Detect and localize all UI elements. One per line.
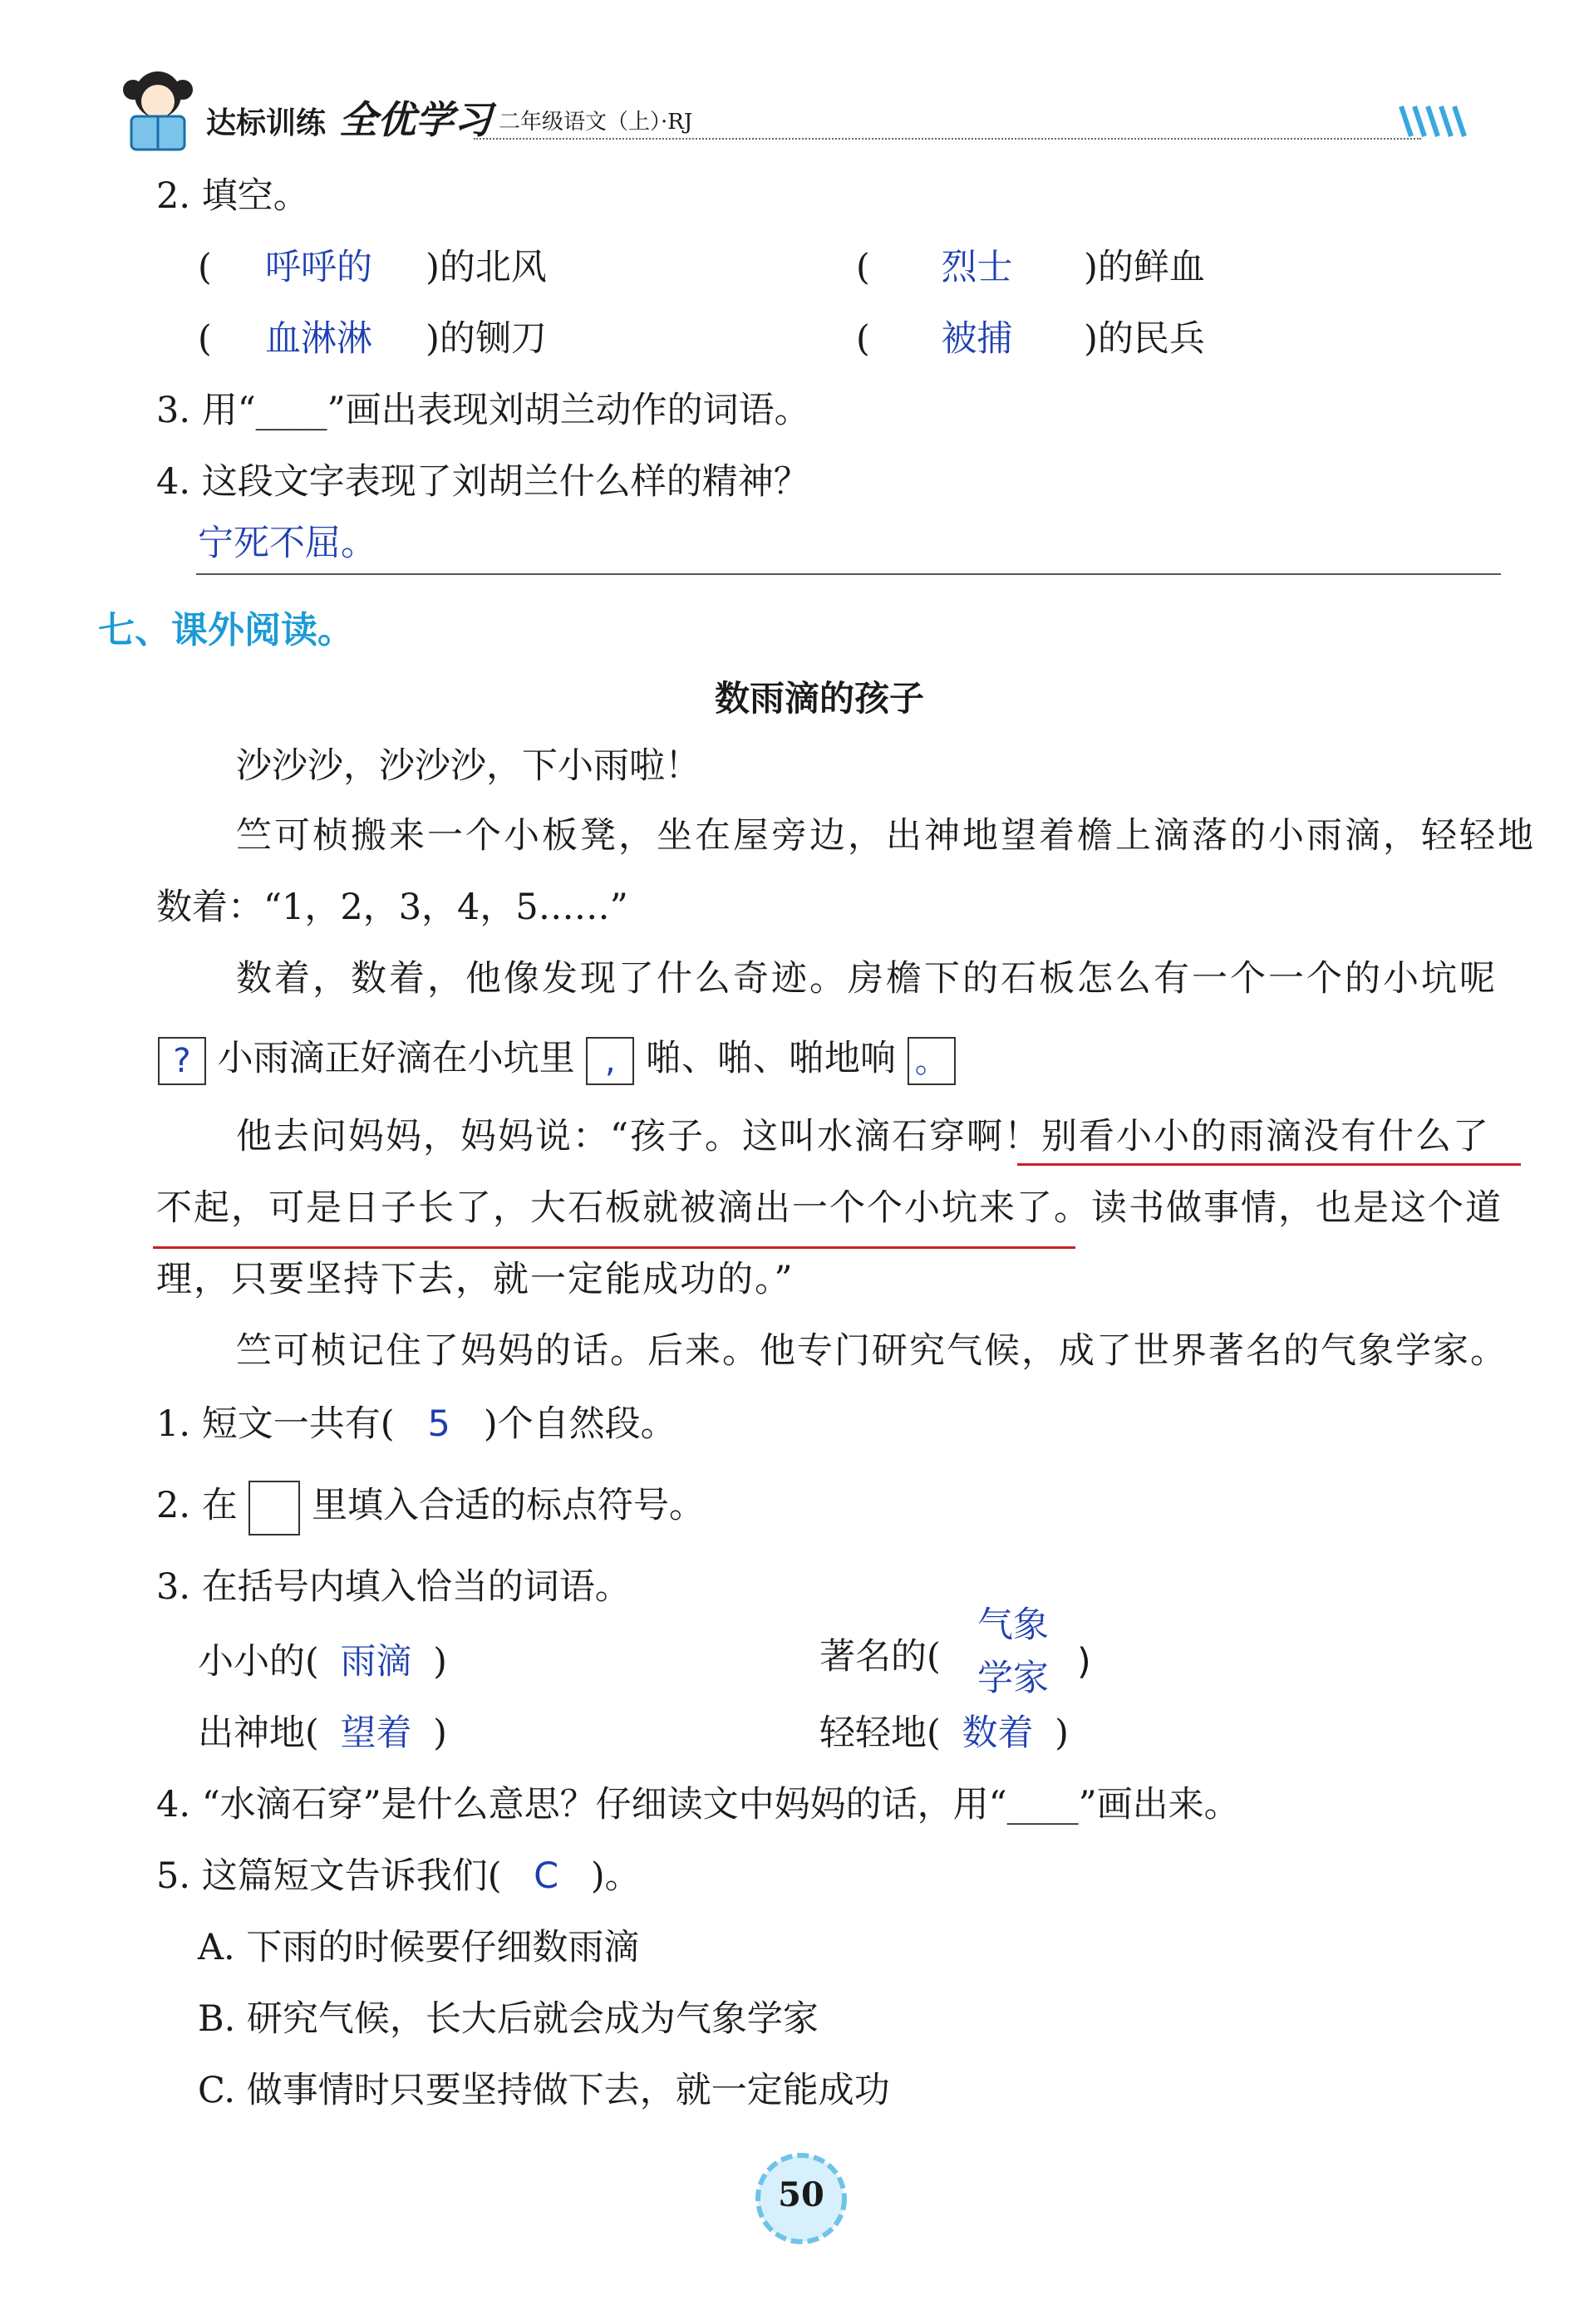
passage-paragraph-2b: 数着：“1，2，3，4，5……” bbox=[156, 887, 628, 928]
underlined-sentence: 不起，可是日子长了，大石板就被滴出一个个小坑来了 bbox=[156, 1187, 1054, 1229]
answer-text: 呼呼的 bbox=[264, 247, 372, 288]
section-heading: 七、课外阅读。 bbox=[98, 609, 354, 651]
passage-text: 啪、啪、啪地响 bbox=[646, 1038, 897, 1079]
passage-paragraph-5: 竺可桢记住了妈妈的话。后来。他专门研究气候，成了世界著名的气象学家。 bbox=[236, 1330, 1508, 1372]
header-subtitle: 二年级语文（上）·RJ bbox=[499, 110, 693, 135]
q3-fill-words: 3. 在括号内填入恰当的词语。 bbox=[156, 1566, 631, 1608]
paren-close-text: )的北风 bbox=[426, 247, 547, 288]
paren-close-text: )的鲜血 bbox=[1084, 247, 1205, 288]
paren-close: ) bbox=[433, 1641, 447, 1683]
q4-meaning-question: 4. “水滴石穿”是什么意思？仔细读文中妈妈的话，用“____”画出来。 bbox=[156, 1784, 1240, 1825]
paren-close-text: )的民兵 bbox=[1084, 318, 1205, 360]
passage-text: 小雨滴正好滴在小坑里 bbox=[217, 1038, 575, 1079]
paren-open: ( bbox=[198, 318, 212, 360]
fill-word-4 bbox=[819, 1710, 1069, 1757]
question-text: 著名的( bbox=[819, 1636, 941, 1678]
answer-text: 雨滴 bbox=[340, 1641, 412, 1683]
q1-paragraph-count bbox=[156, 1401, 676, 1447]
fill-word-1 bbox=[198, 1639, 447, 1685]
answer-line bbox=[196, 573, 1501, 575]
question-text: )个自然段。 bbox=[483, 1403, 676, 1445]
q4-spirit-question: 4. 这段文字表现了刘胡兰什么样的精神？ bbox=[156, 461, 809, 503]
answer-text: C bbox=[534, 1855, 559, 1897]
answer-text: 数着 bbox=[962, 1712, 1034, 1754]
fill-word-3 bbox=[198, 1710, 447, 1757]
punctuation-box-2[interactable]: , bbox=[586, 1037, 634, 1085]
passage-paragraph-4c: 理，只要坚持下去，就一定能成功的。” bbox=[156, 1259, 794, 1300]
page-number: 50 bbox=[778, 2175, 824, 2214]
passage-paragraph-3a: 数着，数着，他像发现了什么奇迹。房檐下的石板怎么有一个一个的小坑呢 bbox=[236, 958, 1498, 1000]
passage-paragraph-2a: 竺可桢搬来一个小板凳，坐在屋旁边，出神地望着檐上滴落的小雨滴，轻轻地 bbox=[236, 815, 1536, 857]
answer-text: 5 bbox=[427, 1403, 450, 1445]
question-text: 小小的( bbox=[198, 1641, 319, 1683]
empty-box-icon bbox=[248, 1481, 300, 1535]
answer-text: 血淋淋 bbox=[264, 318, 372, 360]
header bbox=[116, 65, 1479, 156]
q5-lesson-question bbox=[156, 1853, 641, 1899]
option-b: B. 研究气候，长大后就会成为气象学家 bbox=[198, 1998, 819, 2040]
passage-paragraph-4b bbox=[156, 1185, 1503, 1231]
header-stripes-icon bbox=[1396, 105, 1471, 138]
red-underline-2 bbox=[153, 1246, 1075, 1249]
question-text: 轻轻地( bbox=[819, 1712, 941, 1754]
underlined-sentence: 别看小小的雨滴没有什么了 bbox=[1040, 1116, 1490, 1157]
question-text: 5. 这篇短文告诉我们( bbox=[156, 1855, 502, 1897]
passage-text: 他去问妈妈，妈妈说：“孩子。这叫水滴石穿啊！ bbox=[236, 1116, 1041, 1157]
paren-open: ( bbox=[856, 318, 870, 360]
question-text: 出神地( bbox=[198, 1712, 319, 1754]
reading-child-icon bbox=[116, 65, 199, 156]
paren-close-text: )的铡刀 bbox=[426, 318, 547, 360]
question-text: 里填入合适的标点符号。 bbox=[312, 1485, 706, 1526]
fill-row-1 bbox=[198, 244, 547, 291]
fill-row-3 bbox=[198, 316, 547, 362]
fill-row-2 bbox=[856, 244, 1205, 291]
logo-text: 全优学习 bbox=[339, 97, 492, 142]
paren-open: ( bbox=[856, 247, 870, 288]
option-a: A. 下雨的时候要仔细数雨滴 bbox=[198, 1927, 640, 1968]
passage-paragraph-1: 沙沙沙，沙沙沙，下小雨啦！ bbox=[236, 745, 701, 787]
question-text: 1. 短文一共有( bbox=[156, 1403, 395, 1445]
paren-open: ( bbox=[198, 247, 212, 288]
answer-text: 被捕 bbox=[941, 318, 1013, 360]
answer-text: 望着 bbox=[340, 1712, 412, 1754]
fill-answer-line1: 气象 bbox=[977, 1604, 1049, 1646]
page-number-badge bbox=[753, 2150, 849, 2247]
header-dotted-line bbox=[474, 138, 1421, 140]
q3-underline-question: 3. 用“____”画出表现刘胡兰动作的词语。 bbox=[156, 390, 810, 431]
punctuation-box-1[interactable]: ? bbox=[158, 1037, 206, 1085]
paren-close: ) bbox=[1055, 1712, 1069, 1754]
passage-title: 数雨滴的孩子 bbox=[715, 678, 925, 719]
answer-text: 烈士 bbox=[941, 247, 1013, 288]
q2-fill-label: 2. 填空。 bbox=[156, 175, 309, 217]
question-text: 2. 在 bbox=[156, 1485, 238, 1526]
q2-punctuation-question bbox=[156, 1481, 705, 1535]
paren-close: ) bbox=[1077, 1641, 1091, 1683]
brand-text: 达标训练 bbox=[206, 106, 327, 140]
red-underline-1 bbox=[1017, 1163, 1521, 1166]
question-text: )。 bbox=[590, 1855, 641, 1897]
paren-close: ) bbox=[433, 1712, 447, 1754]
fill-answer-line2: 学家 bbox=[977, 1658, 1049, 1699]
q4-answer: 宁死不屈。 bbox=[198, 523, 376, 564]
fill-row-4 bbox=[856, 316, 1205, 362]
passage-text: 。读书做事情，也是这个道 bbox=[1054, 1187, 1503, 1229]
passage-paragraph-3b bbox=[158, 1035, 956, 1085]
passage-paragraph-4a bbox=[236, 1113, 1490, 1160]
punctuation-box-3[interactable]: 。 bbox=[908, 1037, 956, 1085]
option-c: C. 做事情时只要坚持做下去，就一定能成功 bbox=[198, 2070, 890, 2111]
